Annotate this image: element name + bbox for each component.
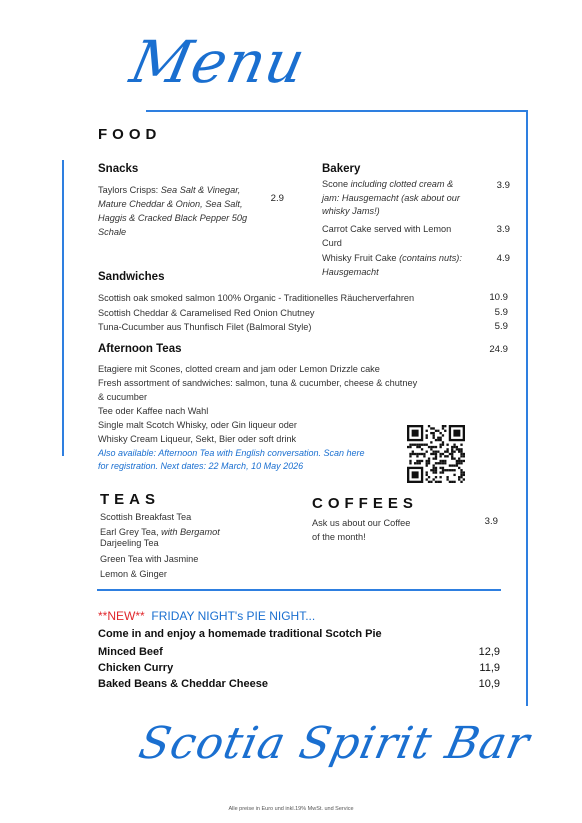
bakery-heading: Bakery <box>322 163 361 175</box>
bakery-carrot-price: 3.9 <box>496 224 510 235</box>
afternoon-tea-heading: Afternoon Teas <box>98 343 182 355</box>
footer-note: Alle preise in Euro und inkl.19% MwSt. und Service <box>228 806 354 812</box>
snacks-item-line-3: Haggis & Cracked Black Pepper 50g <box>98 213 248 223</box>
new-badge: **NEW** <box>98 609 145 623</box>
afternoon-tea-also-available <box>98 447 398 472</box>
tea-name: Green Tea with Jasmine <box>100 554 199 564</box>
sandwich-name: Tuna-Cucumber aus Thunfisch Filet (Balmoral Style) <box>98 322 312 332</box>
coffees-price: 3.9 <box>484 516 498 527</box>
bakery-carrot-line-2: Curd <box>322 238 342 248</box>
pie-night-list <box>98 644 500 692</box>
list-item <box>98 644 500 660</box>
pie-night-title: FRIDAY NIGHT's PIE NIGHT... <box>151 609 316 623</box>
sandwiches-list <box>98 291 508 335</box>
bakery-fruit-name: Whisky Fruit Cake <box>322 253 400 263</box>
bakery-fruit-desc: (contains nuts): <box>399 253 462 263</box>
snacks-item-line-4: Schale <box>98 227 127 237</box>
afternoon-tea-line: Whisky Cream Liqueur, Sekt, Bier oder soft drink <box>98 434 297 444</box>
list-item <box>98 306 508 321</box>
sandwich-name: Scottish oak smoked salmon 100% Organic - Traditionelles Räucherverfahren <box>98 293 415 303</box>
bakery-scone-line-3: whisky Jams!) <box>322 206 380 216</box>
pie-price: 12,9 <box>478 646 500 658</box>
snacks-item-prefix: Taylors Crisps: <box>98 185 161 195</box>
teas-list <box>100 510 280 581</box>
tea-desc: with Bergamot <box>161 527 220 537</box>
sandwich-name: Scottish Cheddar & Caramelised Red Onion Chutney <box>98 307 315 318</box>
sandwich-price: 5.9 <box>494 321 508 332</box>
frame-left-line <box>62 160 64 456</box>
bakery-item-scone <box>322 178 482 219</box>
list-item <box>100 567 280 581</box>
snacks-item <box>98 183 270 239</box>
bakery-fruit-line-2: Hausgemacht <box>322 267 379 277</box>
bakery-scone-price: 3.9 <box>496 180 510 191</box>
tea-name: Earl Grey Tea, <box>100 527 162 537</box>
bakery-scone-desc: including clotted cream & <box>350 179 454 189</box>
list-item <box>98 320 508 335</box>
qr-code-icon[interactable] <box>407 425 465 483</box>
sandwiches-heading: Sandwiches <box>98 271 165 283</box>
also-available-line-2: for registration. Next dates: 22 March, 10 May 2026 <box>98 460 304 471</box>
afternoon-tea-line: Etagiere mit Scones, clotted cream and jam oder Lemon Drizzle cake <box>98 364 380 374</box>
bakery-fruit-price: 4.9 <box>496 253 510 264</box>
bakery-item-fruit-cake <box>322 251 482 279</box>
also-available-line-1: Also available: Afternoon Tea with English conversation. Scan here <box>98 448 365 458</box>
snacks-price: 2.9 <box>270 193 284 204</box>
tea-name: Darjeeling Tea <box>100 538 159 548</box>
list-item <box>98 660 500 676</box>
tea-name: Scottish Breakfast Tea <box>100 512 192 522</box>
frame-top-line <box>146 110 528 112</box>
pie-price: 10,9 <box>478 678 500 690</box>
afternoon-tea-line: Tee oder Kaffee nach Wahl <box>98 406 209 416</box>
afternoon-tea-line: & cucumber <box>98 392 148 402</box>
coffees-description <box>312 516 452 544</box>
frame-right-line <box>526 110 528 706</box>
bakery-scone-line-2: jam: Hausgemacht (ask about our <box>322 192 460 203</box>
section-divider <box>97 589 501 591</box>
pie-name: Baked Beans & Cheddar Cheese <box>98 678 268 690</box>
pie-night-header <box>98 609 315 623</box>
list-item <box>100 510 280 524</box>
bar-name-logo: Scotia Spirit Bar <box>134 718 535 769</box>
snacks-item-line-1: Sea Salt & Vinegar, <box>160 185 241 195</box>
pie-name: Minced Beef <box>98 646 163 658</box>
sandwich-price: 5.9 <box>494 306 508 318</box>
bakery-carrot-line-1: Carrot Cake served with Lemon <box>322 224 452 234</box>
coffees-line-1: Ask us about our Coffee <box>312 518 411 528</box>
afternoon-tea-line: Single malt Scotch Whisky, oder Gin liqueur oder <box>98 420 297 430</box>
pie-night-intro: Come in and enjoy a homemade traditional Scotch Pie <box>98 628 382 640</box>
food-heading: FOOD <box>98 126 162 143</box>
tea-name: Lemon & Ginger <box>100 569 167 579</box>
pie-price: 11,9 <box>479 662 500 674</box>
teas-heading: TEAS <box>100 491 161 508</box>
bakery-item-carrot-cake <box>322 222 482 250</box>
list-item <box>98 676 500 692</box>
afternoon-tea-line: Fresh assortment of sandwiches: salmon, tuna & cucumber, cheese & chutney <box>98 378 418 388</box>
list-item <box>100 552 280 566</box>
bakery-scone-name: Scone <box>322 179 351 189</box>
snacks-item-line-2: Mature Cheddar & Onion, Sea Salt, <box>98 199 243 209</box>
afternoon-tea-price: 24.9 <box>489 344 508 355</box>
pie-name: Chicken Curry <box>98 662 174 674</box>
sandwich-price: 10.9 <box>489 292 508 303</box>
menu-title: Menu <box>124 28 312 96</box>
coffees-heading: COFFEES <box>312 495 418 512</box>
snacks-heading: Snacks <box>98 163 139 175</box>
coffees-line-2: of the month! <box>312 532 366 542</box>
list-item <box>98 291 508 306</box>
